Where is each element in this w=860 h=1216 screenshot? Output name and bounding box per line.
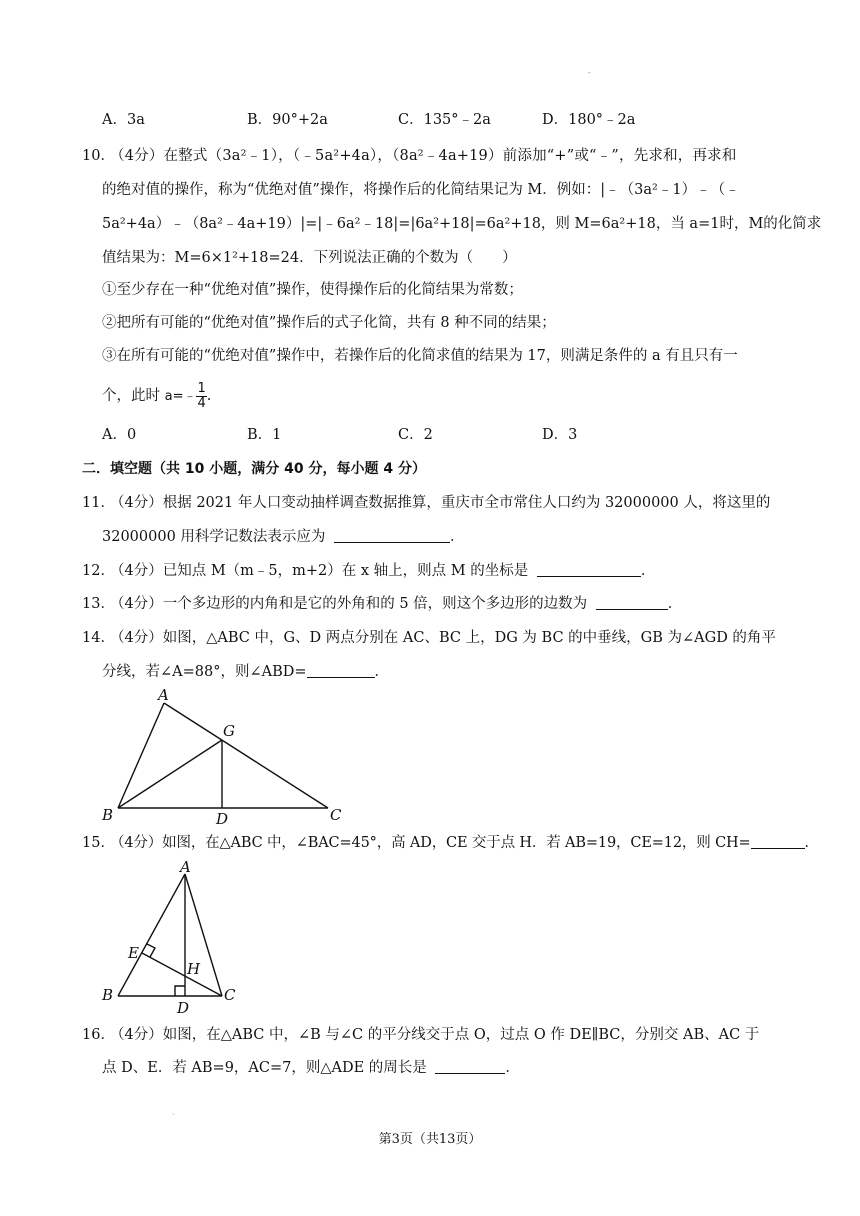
q13-text: （4分）一个多边形的内角和是它的外角和的 5 倍，则这个多边形的边数为 <box>110 596 588 612</box>
top-mark: - <box>588 68 591 77</box>
q10-option-b: B．1 <box>247 427 282 443</box>
answer-blank[interactable] <box>435 1058 505 1074</box>
page-footer: 第3页（共13页） <box>378 1132 482 1147</box>
q15-number: 15． <box>82 835 115 851</box>
label-b: B <box>102 806 114 824</box>
q15-line <box>110 833 819 853</box>
label-a: A <box>158 686 169 704</box>
q12-number: 12． <box>82 563 115 579</box>
q14-triangle-figure <box>96 684 356 830</box>
q15-text: （4分）如图，在△ABC 中，∠BAC=45°，高 AD，CE 交于点 H．若 AB=19，CE=12，则 CH= <box>110 835 751 851</box>
q12-text: （4分）已知点 M（m﹣5，m+2）在 x 轴上，则点 M 的坐标是 <box>110 563 529 579</box>
q14-number: 14． <box>82 630 115 646</box>
label-g: G <box>223 722 235 740</box>
bottom-mark: · <box>172 1110 175 1119</box>
q15-triangle-figure <box>96 858 246 1014</box>
fraction-one-quarter <box>196 382 206 411</box>
q10-statement-1: ①至少存在一种“优绝对值”操作，使得操作后的化简结果为常数； <box>102 282 523 298</box>
q15-end: ． <box>804 835 819 851</box>
q10-statement-3b <box>102 378 211 414</box>
label-c: C <box>330 806 342 824</box>
q9-option-c: C．135°﹣2a <box>398 112 491 128</box>
q10-statement-2: ②把所有可能的“优绝对值”操作后的式子化简，共有 8 种不同的结果； <box>102 315 556 331</box>
q10-option-a: A．0 <box>102 427 137 443</box>
label-d: D <box>177 999 190 1014</box>
q16-number: 16． <box>82 1027 115 1043</box>
q10-s3b-a: a=﹣ <box>164 389 197 404</box>
q11-number: 11． <box>82 495 115 511</box>
q10-line1: （4分）在整式（3a²﹣1），（﹣5a²+4a），（8a²﹣4a+19）前添加“+”或“﹣”，先求和，再求和 <box>110 148 737 164</box>
q9-option-d: D．180°﹣2a <box>542 112 636 128</box>
q11-line2-text: 32000000 用科学记数法表示应为 <box>102 529 326 545</box>
q13-end: ． <box>667 596 683 612</box>
q10-s3b-suffix: . <box>206 388 212 404</box>
answer-blank[interactable] <box>334 527 450 543</box>
label-d: D <box>216 810 229 828</box>
q10-number: 10． <box>82 148 115 164</box>
q11-line2 <box>102 527 465 547</box>
q10-line4: 值结果为：M=6×1²+18=24．下列说法正确的个数为（ ） <box>102 250 517 266</box>
q9-option-b: B．90°+2a <box>247 112 328 128</box>
fraction-numerator: 1 <box>197 380 206 396</box>
q14-line2 <box>102 662 389 682</box>
answer-blank[interactable] <box>537 561 641 577</box>
segment-ac <box>164 703 328 808</box>
q12-end: ． <box>640 563 656 579</box>
q13-line <box>110 594 682 614</box>
q16-line2 <box>102 1058 520 1078</box>
q12-line <box>110 561 655 581</box>
q16-end: ． <box>505 1060 520 1076</box>
right-angle-mark-d <box>175 986 185 996</box>
section-2-heading: 二．填空题（共 10 小题，满分 40 分，每小题 4 分） <box>82 461 426 477</box>
right-angle-mark-e <box>147 944 155 957</box>
q10-option-d: D．3 <box>542 427 578 443</box>
q9-option-a: A．3a <box>102 112 145 128</box>
q14-line1: （4分）如图，△ABC 中，G、D 两点分别在 AC、BC 上，DG 为 BC 的中垂线，GB 为∠AGD 的角平 <box>110 630 776 646</box>
q10-s3b-prefix: 个，此时 <box>102 388 165 404</box>
q16-line2-text: 点 D、E．若 AB=9，AC=7，则△ADE 的周长是 <box>102 1060 427 1076</box>
q11-line1: （4分）根据 2021 年人口变动抽样调查数据推算，重庆市全市常住人口约为 32000000 人，将这里的 <box>110 495 771 511</box>
q11-end: ． <box>450 529 465 545</box>
label-h: H <box>187 960 201 978</box>
label-a: A <box>180 858 191 876</box>
fraction-denominator: 4 <box>197 395 206 411</box>
q16-line1: （4分）如图，在△ABC 中，∠B 与∠C 的平分线交于点 O，过点 O 作 DE∥BC，分别交 AB、AC 于 <box>110 1027 760 1043</box>
q10-option-c: C．2 <box>398 427 433 443</box>
altitude-ce <box>142 953 222 996</box>
answer-blank[interactable] <box>596 594 668 610</box>
q13-number: 13． <box>82 596 115 612</box>
q10-line2: 的绝对值的操作，称为“优绝对值”操作，将操作后的化简结果记为 M．例如：|﹣（3a²﹣1）﹣（﹣ <box>102 182 740 198</box>
segment-ab <box>118 874 185 996</box>
q10-statement-3a: ③在所有可能的“优绝对值”操作中，若操作后的化简求值的结果为 17，则满足条件的 a 有且只有一 <box>102 348 738 364</box>
q14-end: ． <box>374 664 390 680</box>
answer-blank[interactable] <box>307 662 375 678</box>
label-e: E <box>128 944 139 962</box>
label-b: B <box>102 986 114 1004</box>
q14-line2-text: 分线，若∠A=88°，则∠ABD= <box>102 664 307 680</box>
q10-line3: 5a²+4a）﹣（8a²﹣4a+19）|=|﹣6a²﹣18|=|6a²+18|=6a²+18，则 M=6a²+18，当 a=1时，M的化简求 <box>102 216 822 232</box>
answer-blank[interactable] <box>751 833 805 849</box>
label-c: C <box>224 986 236 1004</box>
